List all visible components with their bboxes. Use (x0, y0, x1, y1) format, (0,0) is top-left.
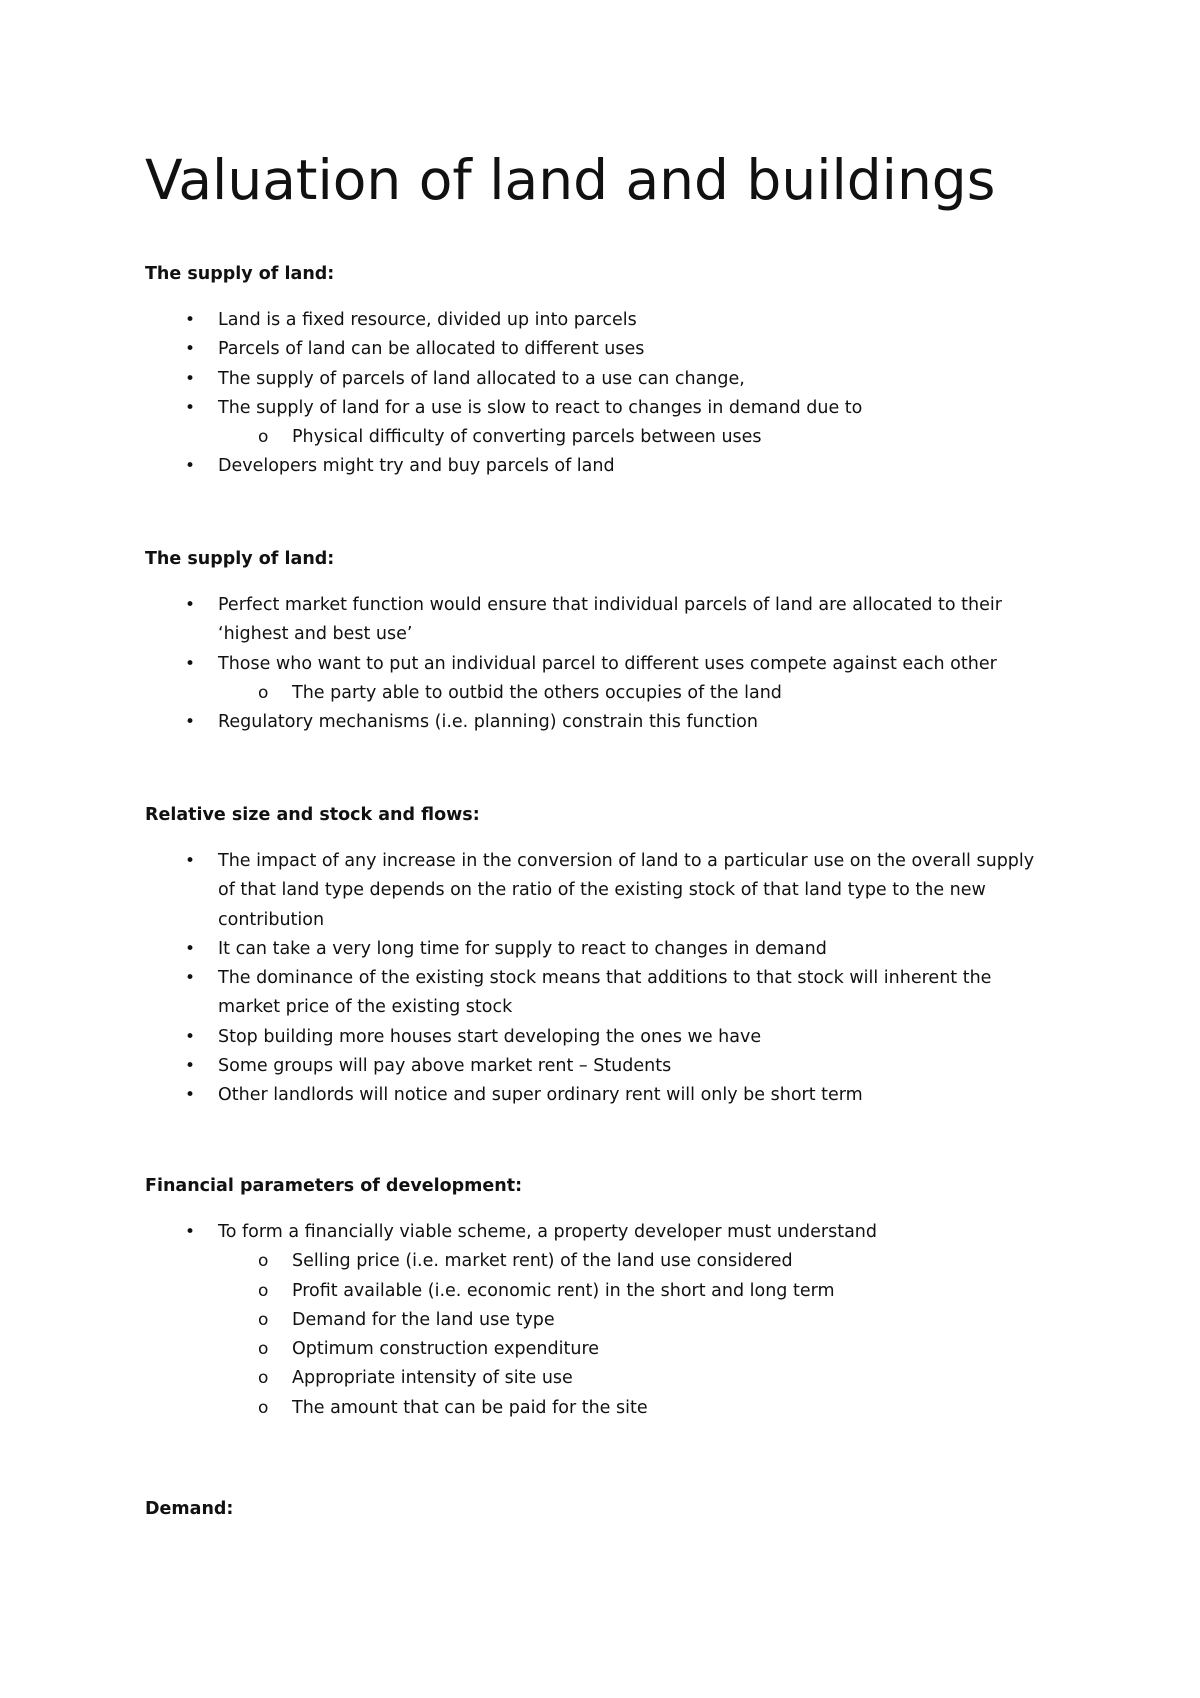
list-item-text: Profit available (i.e. economic rent) in the short and long term (292, 1280, 835, 1301)
bullet-icon: • (185, 1026, 196, 1047)
list-item (145, 1052, 1047, 1081)
bullet-icon: • (185, 1085, 196, 1106)
section-financial-parameters (145, 1174, 1105, 1423)
section-demand (145, 1497, 1105, 1541)
sub-list-item (145, 1335, 1047, 1364)
list-item (145, 935, 1047, 964)
sub-bullet-icon: o (258, 1339, 269, 1360)
list-item (145, 1023, 1047, 1052)
bullet-icon: • (185, 1056, 196, 1077)
list-item-text: Appropriate intensity of site use (292, 1368, 573, 1389)
list-item-text: Demand for the land use type (292, 1309, 555, 1330)
document-title: Valuation of land and buildings (145, 148, 996, 212)
bullet-list (145, 306, 1105, 482)
list-item-text: Selling price (i.e. market rent) of the land use considered (292, 1251, 793, 1272)
list-item-text: Developers might try and buy parcels of land (218, 456, 615, 477)
list-item (145, 1218, 1047, 1247)
sub-bullet-icon: o (258, 682, 269, 703)
list-item-text: To form a financially viable scheme, a property developer must understand (218, 1222, 877, 1242)
section-heading: Financial parameters of development: (145, 1176, 523, 1196)
list-item (145, 1081, 1047, 1110)
list-item-text: Stop building more houses start developing the ones we have (218, 1026, 762, 1047)
sub-list-item (145, 1364, 1047, 1393)
list-item (145, 847, 1047, 935)
section-relative-size-stock-flows (145, 803, 1105, 1111)
list-item-text: Other landlords will notice and super ordinary rent will only be short term (218, 1085, 863, 1106)
list-item-text: The supply of land for a use is slow to react to changes in demand due to (218, 397, 863, 418)
list-item-text: Parcels of land can be allocated to different uses (218, 339, 645, 360)
bullet-list (145, 847, 1105, 1111)
bullet-list (145, 591, 1105, 737)
list-item (145, 365, 1047, 394)
list-item (145, 335, 1047, 364)
list-item (145, 708, 1047, 737)
sub-bullet-icon: o (258, 427, 269, 448)
bullet-icon: • (185, 1222, 196, 1242)
section-heading: Demand: (145, 1499, 234, 1519)
list-item-text: Regulatory mechanisms (i.e. planning) constrain this function (218, 712, 758, 733)
bullet-icon: • (185, 851, 196, 871)
sub-list-item (145, 679, 1047, 708)
sub-list-item (145, 1247, 1047, 1276)
bullet-icon: • (185, 595, 196, 615)
bullet-icon: • (185, 653, 196, 674)
section-supply-of-land-1 (145, 262, 1105, 482)
list-item-text: Some groups will pay above market rent – Students (218, 1056, 672, 1077)
list-item-text: Those who want to put an individual parcel to different uses compete against each other (218, 653, 997, 674)
section-supply-of-land-2 (145, 547, 1105, 737)
bullet-list (145, 1218, 1105, 1423)
section-heading: Relative size and stock and flows: (145, 805, 480, 825)
list-item-text: Land is a fixed resource, divided up into parcels (218, 310, 637, 330)
list-item-text: The dominance of the existing stock means that additions to that stock will inherent the market price of the existing stock (218, 968, 992, 1018)
list-item-text: The amount that can be paid for the site (292, 1397, 648, 1418)
list-item (145, 591, 1047, 650)
bullet-icon: • (185, 456, 196, 477)
sub-bullet-icon: o (258, 1280, 269, 1301)
list-item-text: Physical difficulty of converting parcels between uses (292, 427, 762, 448)
bullet-icon: • (185, 310, 196, 330)
sub-bullet-icon: o (258, 1368, 269, 1389)
section-heading: The supply of land: (145, 549, 335, 569)
list-item-text: The impact of any increase in the conversion of land to a particular use on the overall supply of that land type depends on the ratio of the existing stock of that land type to the new contribution (218, 851, 1035, 930)
list-item (145, 650, 1047, 679)
list-item (145, 452, 1047, 481)
sub-list-item (145, 1394, 1047, 1423)
sub-bullet-icon: o (258, 1397, 269, 1418)
bullet-icon: • (185, 339, 196, 360)
sub-list-item (145, 1277, 1047, 1306)
section-heading: The supply of land: (145, 264, 335, 284)
sub-list-item (145, 1306, 1047, 1335)
sub-list-item (145, 423, 1047, 452)
list-item-text: The supply of parcels of land allocated to a use can change, (218, 368, 745, 389)
bullet-icon: • (185, 968, 196, 989)
bullet-icon: • (185, 938, 196, 959)
list-item (145, 394, 1047, 423)
list-item-text: Perfect market function would ensure that individual parcels of land are allocated to their ‘highest and best use’ (218, 595, 1002, 645)
bullet-icon: • (185, 397, 196, 418)
bullet-icon: • (185, 712, 196, 733)
list-item-text: The party able to outbid the others occupies of the land (292, 682, 782, 703)
list-item (145, 964, 1047, 1023)
bullet-icon: • (185, 368, 196, 389)
sub-bullet-icon: o (258, 1251, 269, 1272)
list-item (145, 306, 1047, 335)
list-item-text: It can take a very long time for supply to react to changes in demand (218, 938, 827, 959)
sub-bullet-icon: o (258, 1309, 269, 1330)
list-item-text: Optimum construction expenditure (292, 1339, 600, 1360)
